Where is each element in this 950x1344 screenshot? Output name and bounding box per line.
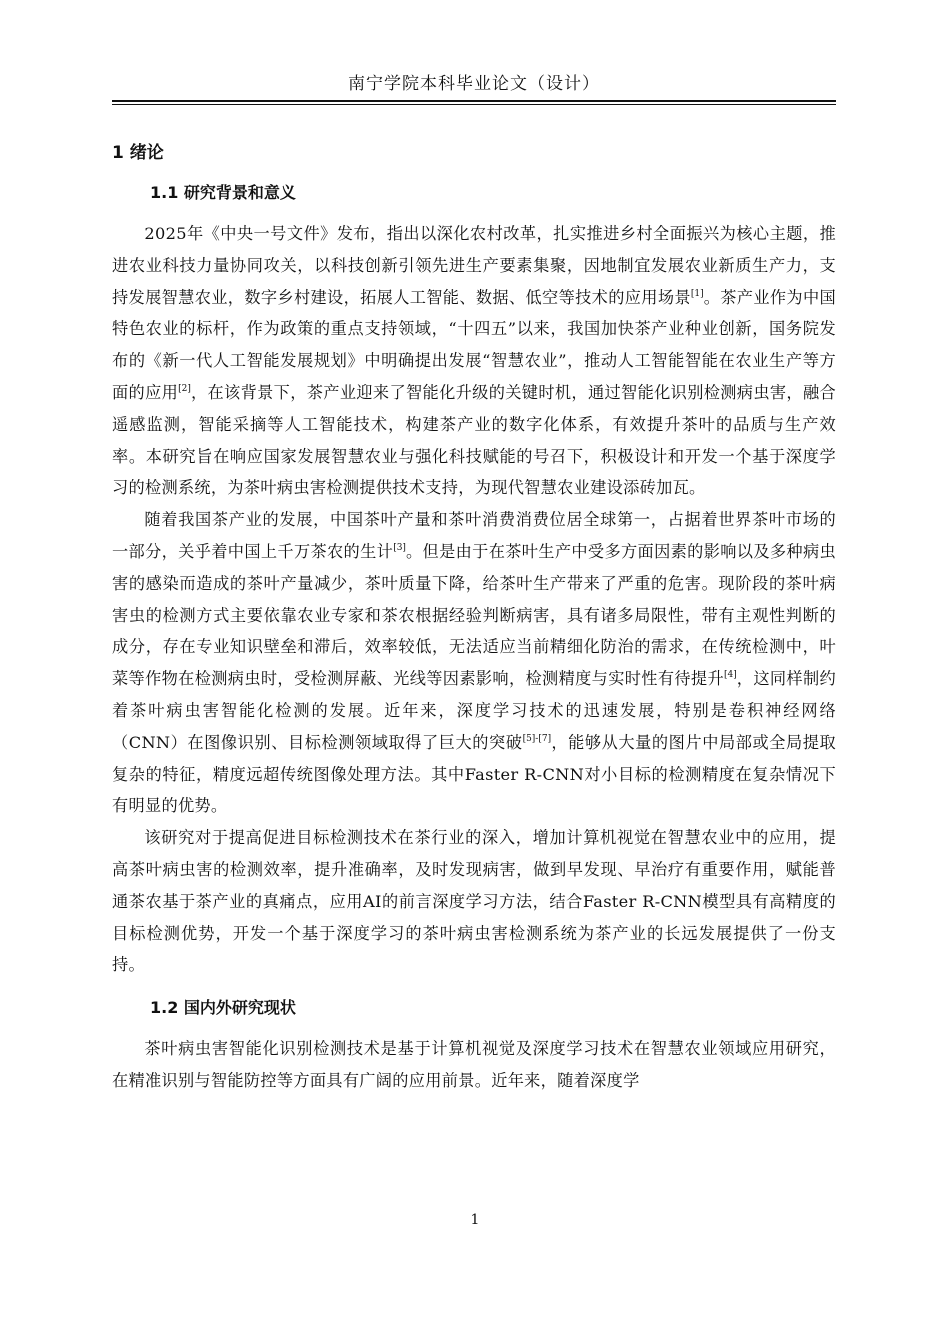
paragraph	[112, 504, 836, 822]
paragraph-text: 。但是由于在茶叶生产中受多方面因素的影响以及多种病虫害的感染而造成的茶叶产量减少，茶叶质量下降，给茶叶生产带来了严重的危害。现阶段的茶叶病害虫的检测方式主要依靠农业专家和茶农根据经验判断病害，具有诸多局限性，带有主观性判断的成分，存在专业知识壁垒和滞后，效率较低，无法适应当前精细化防治的需求，在传统检测中，叶菜等作物在检测病虫时，受检测屏蔽、光线等因素影响，检测精度与实时性有待提升	[112, 541, 836, 689]
paragraph-text: 该研究对于提高促进目标检测技术在茶行业的深入，增加计算机视觉在智慧农业中的应用，提高茶叶病虫害的检测效率，提升准确率，及时发现病害，做到早发现、早治疗有重要作用，赋能普通茶农基于茶产业的真痛点，应用AI的前言深度学习方法，结合Faster R-CNN模型具有高精度的目标检测优势，开发一个基于深度学习的茶叶病虫害检测系统为茶产业的长远发展提供了一份支持。	[112, 828, 836, 975]
paragraph	[112, 218, 836, 504]
citation-ref: [1]	[690, 288, 704, 299]
paragraph-text: 2025年《中央一号文件》发布，指出以深化农村改革，扎实推进乡村全面振兴为核心主题，推进农业科技力量协同攻关，以科技创新引领先进生产要素集聚，因地制宜发展农业新质生产力，支持发展智慧农业，数字乡村建设，拓展人工智能、数据、低空等技术的应用场景	[112, 224, 836, 307]
page-number: 1	[470, 1212, 480, 1228]
paragraph-text: 。茶产业作为中国特色农业的标杆，作为政策的重点支持领域，“十四五”以来，我国加快茶产业种业创新，国务院发布的《新一代人工智能发展规划》中明确提出发展“智慧农业”，推动人工智能智能在农业生产等方面的应用	[112, 287, 836, 402]
section-title: 1.1 研究背景和意义	[150, 183, 296, 202]
paragraph-text: ，这同样制约着茶叶病虫害智能化检测的发展。近年来，深度学习技术的迅速发展，特别是卷积神经网络（CNN）在图像识别、目标检测领域取得了巨大的突破	[112, 669, 836, 752]
header-rule	[112, 100, 836, 102]
citation-ref: [2]	[178, 383, 191, 394]
main-content	[112, 138, 836, 1097]
citation-ref: [3]	[393, 542, 406, 553]
running-header: 南宁学院本科毕业论文（设计）	[348, 74, 600, 94]
header-rule-thin	[112, 104, 836, 105]
citation-ref: [5]-[7]	[522, 733, 552, 744]
section-title: 1.2 国内外研究现状	[150, 998, 296, 1018]
paragraph-text: 随着我国茶产业的发展，中国茶叶产量和茶叶消费消费位居全球第一，占据着世界茶叶市场的一部分，关乎着中国上千万茶农的生计	[112, 510, 836, 561]
paragraph	[112, 1033, 836, 1097]
paragraph-text: ，在该背景下，茶产业迎来了智能化升级的关键时机，通过智能化识别检测病虫害，融合遥感监测，智能采摘等人工智能技术，构建茶产业的数字化体系，有效提升茶叶的品质与生产效率。本研究旨在响应国家发展智慧农业与强化科技赋能的号召下，积极设计和开发一个基于深度学习的检测系统，为茶叶病虫害检测提供技术支持，为现代智慧农业建设添砖加瓦。	[112, 382, 836, 498]
paragraph	[112, 822, 836, 981]
paragraph-text: ，能够从大量的图片中局部或全局提取复杂的特征，精度远超传统图像处理方法。其中Faster R-CNN对小目标的检测精度在复杂情况下有明显的优势。	[112, 732, 836, 816]
chapter-title: 1 绪论	[112, 143, 164, 163]
citation-ref: [4]	[723, 670, 737, 681]
paragraph-text: 茶叶病虫害智能化识别检测技术是基于计算机视觉及深度学习技术在智慧农业领域应用研究，在精准识别与智能防控等方面具有广阔的应用前景。近年来，随着深度学	[112, 1039, 836, 1090]
